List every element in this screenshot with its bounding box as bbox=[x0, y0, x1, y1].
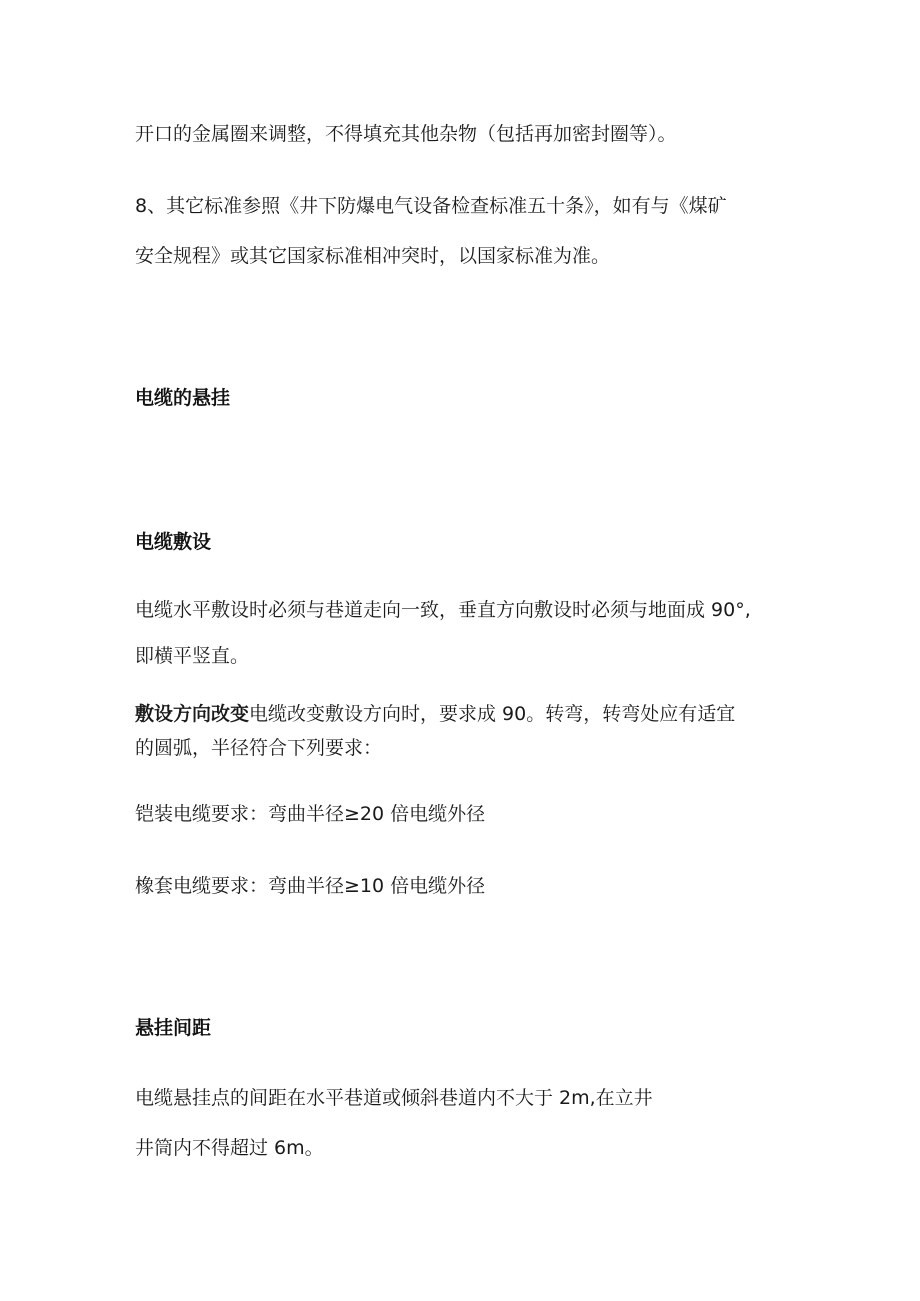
paragraph-continuation-line: 开口的金属圈来调整，不得填充其他杂物（包括再加密封圈等）。 bbox=[135, 123, 677, 145]
spacing-paragraph-line-1: 电缆悬挂点的间距在水平巷道或倾斜巷道内不大于 2m,在立井 bbox=[135, 1087, 653, 1109]
section-title-cable-hanging: 电缆的悬挂 bbox=[135, 387, 231, 409]
direction-change-paragraph-line-2: 的圆弧，半径符合下列要求： bbox=[135, 737, 383, 759]
item-8-line-2: 安全规程》或其它国家标准相冲突时，以国家标准为准。 bbox=[135, 245, 611, 267]
laying-paragraph-line-1: 电缆水平敷设时必须与巷道走向一致，垂直方向敷设时必须与地面成 90°, bbox=[135, 599, 751, 621]
spacing-paragraph-line-2: 井筒内不得超过 6m。 bbox=[135, 1137, 324, 1159]
rubber-cable-requirement: 橡套电缆要求：弯曲半径≥10 倍电缆外径 bbox=[135, 875, 486, 897]
laying-paragraph-line-2: 即横平竖直。 bbox=[135, 645, 250, 667]
section-title-hanging-spacing: 悬挂间距 bbox=[135, 1017, 212, 1039]
direction-change-paragraph-line-1 bbox=[135, 701, 735, 727]
item-8-line-1: 8、其它标准参照《井下防爆电气设备检查标准五十条》，如有与《煤矿 bbox=[135, 195, 727, 217]
section-title-cable-laying: 电缆敷设 bbox=[135, 531, 212, 553]
armored-cable-requirement: 铠装电缆要求：弯曲半径≥20 倍电缆外径 bbox=[135, 803, 486, 825]
direction-change-text: 电缆改变敷设方向时，要求成 90。转弯，转弯处应有适宜 bbox=[249, 703, 736, 725]
direction-change-label: 敷设方向改变 bbox=[135, 703, 250, 725]
